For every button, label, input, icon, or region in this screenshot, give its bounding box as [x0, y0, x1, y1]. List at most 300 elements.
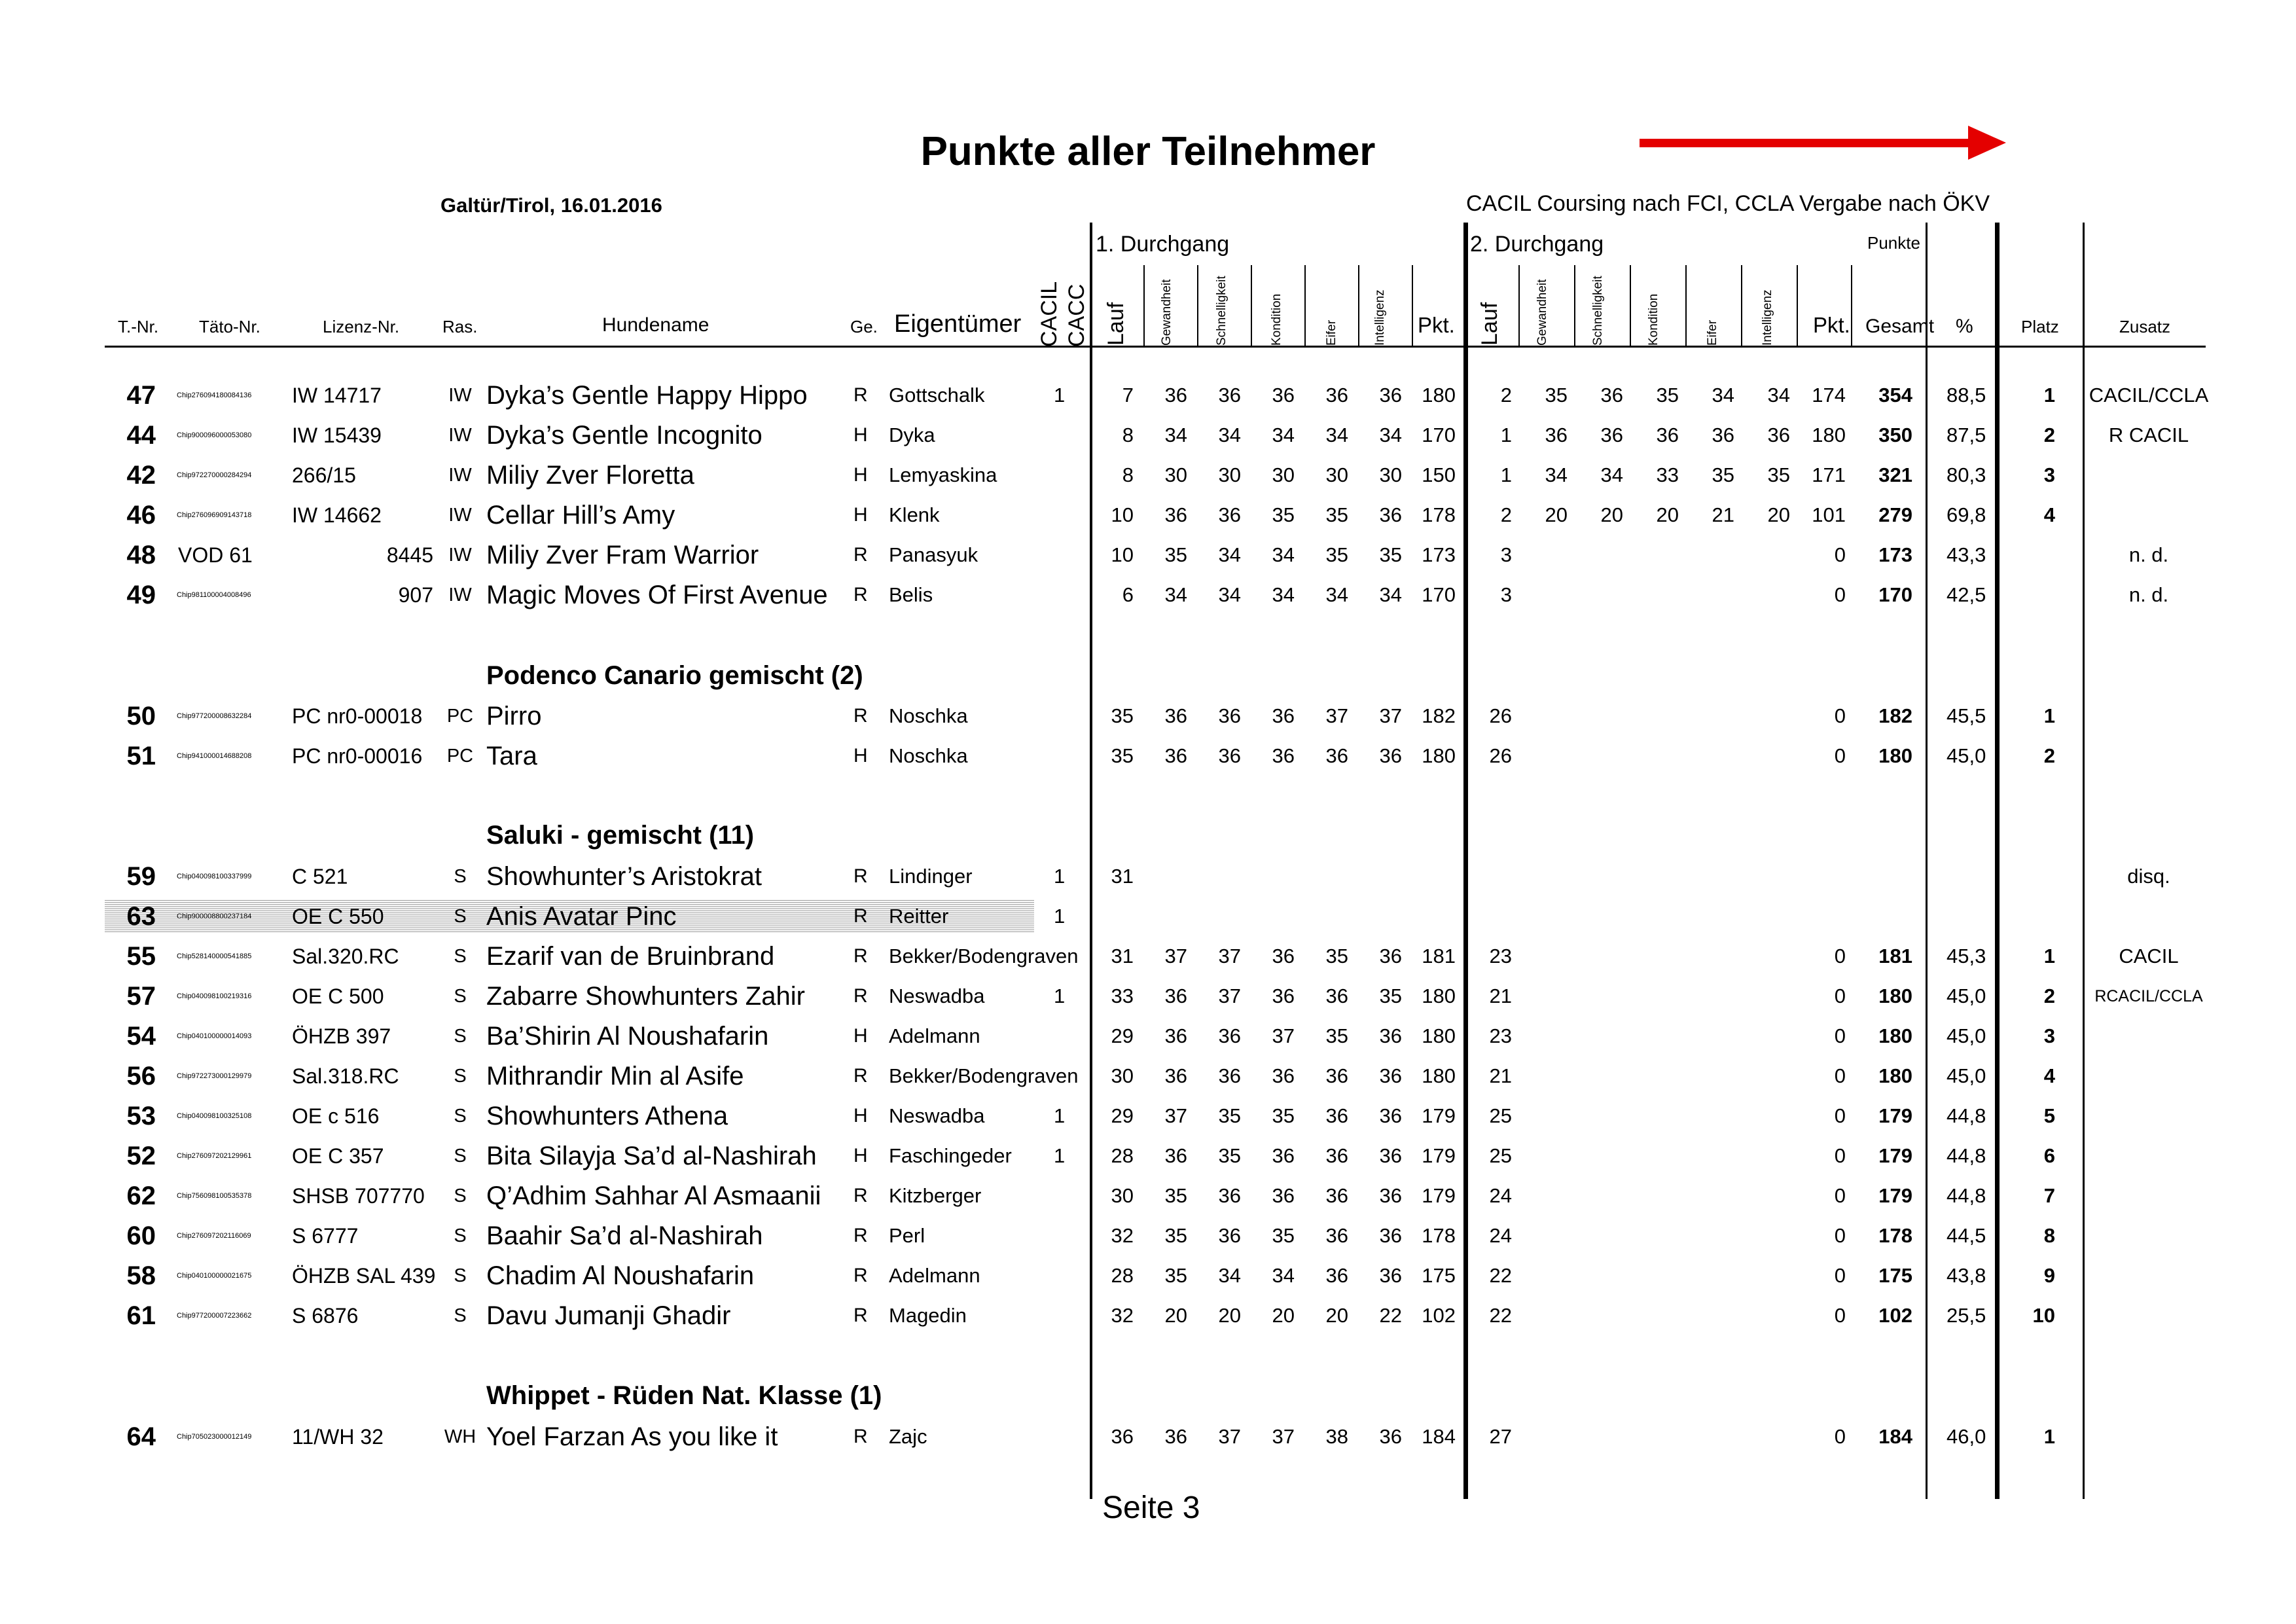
run2-pkt: 0	[1834, 1024, 1846, 1047]
breed-code: S	[454, 1026, 467, 1047]
run1-kondition	[1255, 857, 1295, 896]
run1-eifer: 35	[1325, 945, 1348, 967]
run1-gewandheit: 36	[1164, 503, 1187, 526]
sub-separator	[1251, 265, 1252, 347]
run2-eifer	[1695, 1136, 1734, 1176]
percent: 44,8	[1946, 1144, 1986, 1167]
run2-gewandheit	[1528, 857, 1568, 896]
percent: 45,0	[1946, 984, 1986, 1007]
taeto-header: Täto-Nr.	[199, 317, 260, 336]
run1-schnelligkeit: 36	[1218, 704, 1241, 727]
sex: H	[853, 1025, 868, 1047]
dog-name: Q’Adhim Sahhar Al Asmaanii	[486, 1182, 821, 1210]
run2-schnelligkeit	[1584, 897, 1623, 936]
owner: Adelmann	[889, 1024, 980, 1047]
total-points: 180	[1878, 1064, 1912, 1087]
start-number: 55	[126, 942, 156, 971]
award	[2080, 736, 2217, 776]
run2-pkt: 0	[1834, 1144, 1846, 1167]
run1-eifer-header: Eifer	[1325, 319, 1338, 346]
breed-code: S	[454, 1305, 467, 1326]
run2-gewandheit	[1528, 1176, 1568, 1216]
run1-kondition: 35	[1272, 503, 1295, 526]
run2-gewandheit: 34	[1545, 463, 1568, 486]
chip-number: Chip040098100325108	[177, 1112, 252, 1120]
run2-intelligenz: 20	[1767, 503, 1790, 526]
breed-code: WH	[444, 1426, 476, 1447]
sub-separator	[1143, 265, 1145, 347]
sex: H	[853, 745, 868, 767]
award	[2080, 456, 2217, 495]
pct-header: %	[1956, 316, 1973, 337]
run2-lauf-header: Lauf	[1477, 302, 1502, 346]
run2-gewandheit	[1528, 897, 1568, 936]
start-number: 62	[126, 1182, 156, 1210]
award	[2080, 897, 2217, 936]
start-number: 64	[126, 1422, 156, 1451]
dog-name: Showhunters Athena	[486, 1102, 728, 1130]
run1-pkt: 180	[1422, 1064, 1456, 1087]
dog-name: Bita Silayja Sa’d al-Nashirah	[486, 1142, 817, 1170]
run2-pkt	[1806, 897, 1846, 936]
license-number: PC nr0-00018	[292, 704, 423, 728]
run1-intelligenz	[1363, 897, 1402, 936]
start-number: 61	[126, 1301, 156, 1330]
chip-number: Chip276094180084136	[177, 391, 252, 399]
total-points: 179	[1878, 1104, 1912, 1127]
run1-schnelligkeit: 36	[1218, 1224, 1241, 1247]
license-number: Sal.320.RC	[292, 945, 399, 968]
run2-kondition-header: Kondition	[1647, 293, 1660, 346]
run2-kondition	[1640, 1096, 1679, 1136]
run2-intelligenz-header: Intelligenz	[1761, 289, 1774, 346]
total-points: 181	[1878, 945, 1912, 967]
run1-eifer: 36	[1325, 984, 1348, 1007]
competition-subtitle: CACIL Coursing nach FCI, CCLA Vergabe nach ÖKV	[1466, 191, 1990, 216]
run2-intelligenz	[1751, 736, 1790, 776]
run2-pkt: 0	[1834, 1425, 1846, 1448]
dog-name: Showhunter’s Aristokrat	[486, 862, 762, 891]
run1-pkt: 181	[1422, 945, 1456, 967]
award	[2080, 1417, 2217, 1456]
table-row	[0, 937, 2296, 976]
dog-name: Cellar Hill’s Amy	[486, 501, 675, 530]
run1-schnelligkeit: 36	[1218, 1064, 1241, 1087]
run2-intelligenz	[1751, 1096, 1790, 1136]
placement: 8	[2043, 1224, 2055, 1247]
run1-gewandheit: 36	[1164, 1425, 1187, 1448]
run2-intelligenz: 36	[1767, 424, 1790, 446]
tattoo-number: VOD 61	[178, 543, 253, 567]
run1-pkt	[1416, 897, 1456, 936]
header-underline	[105, 346, 2206, 348]
run2-pkt: 0	[1834, 583, 1846, 606]
table-row	[0, 1256, 2296, 1295]
owner: Panasyuk	[889, 543, 978, 566]
run2-gewandheit	[1528, 575, 1568, 615]
breed-code: S	[454, 1265, 467, 1286]
start-number: 60	[126, 1221, 156, 1250]
start-number: 56	[126, 1062, 156, 1091]
run2-kondition	[1640, 1017, 1679, 1056]
percent: 45,0	[1946, 1064, 1986, 1087]
run1-lauf: 32	[1111, 1304, 1134, 1327]
run2-pkt: 180	[1812, 424, 1846, 446]
run2-pkt	[1806, 857, 1846, 896]
owner: Neswadba	[889, 1104, 985, 1127]
run1-eifer: 36	[1325, 384, 1348, 406]
total-points: 179	[1878, 1144, 1912, 1167]
run1-gewandheit: 35	[1164, 543, 1187, 566]
run1-intelligenz	[1363, 857, 1402, 896]
run2-eifer: 36	[1712, 424, 1734, 446]
start-number: 51	[126, 742, 156, 770]
run2-pkt-header: Pkt.	[1813, 313, 1850, 337]
placement: 5	[2043, 1104, 2055, 1127]
table-row	[0, 1417, 2296, 1456]
red-arrow-icon	[1640, 123, 2006, 162]
run2-kondition: 33	[1656, 463, 1679, 486]
chip-number: Chip276096909143718	[177, 511, 252, 519]
license-number: OE c 516	[292, 1104, 380, 1128]
sub-separator	[1630, 265, 1631, 347]
run2-intelligenz	[1751, 1176, 1790, 1216]
run2-schnelligkeit	[1584, 575, 1623, 615]
award	[2080, 696, 2217, 736]
run2-kondition	[1640, 1417, 1679, 1456]
percent: 44,8	[1946, 1184, 1986, 1207]
run2-pkt: 0	[1834, 1224, 1846, 1247]
run1-intelligenz: 36	[1379, 1104, 1402, 1127]
run1-gewandheit: 30	[1164, 463, 1187, 486]
run2-pkt: 0	[1834, 945, 1846, 967]
run2-eifer-header: Eifer	[1706, 319, 1719, 346]
start-number: 49	[126, 581, 156, 609]
breed-code: S	[454, 866, 467, 887]
dog-name: Ezarif van de Bruinbrand	[486, 942, 775, 971]
cacil-flag: 1	[1054, 1104, 1066, 1127]
run2-gewandheit	[1528, 696, 1568, 736]
table-row	[0, 1296, 2296, 1335]
placement	[2016, 535, 2055, 575]
sex: R	[853, 1185, 868, 1206]
cacil-flag: 1	[1054, 905, 1066, 928]
run1-eifer: 36	[1325, 744, 1348, 767]
run2-lauf: 23	[1489, 945, 1512, 967]
run1-pkt: 178	[1422, 1224, 1456, 1247]
table-row	[0, 1176, 2296, 1216]
table-row	[0, 456, 2296, 495]
sex: R	[853, 1426, 868, 1447]
award	[2080, 1176, 2217, 1216]
dog-name: Davu Jumanji Ghadir	[486, 1301, 731, 1330]
run1-gewandheit: 36	[1164, 1064, 1187, 1087]
run2-schnelligkeit	[1584, 937, 1623, 976]
run1-pkt: 150	[1422, 463, 1456, 486]
tnr-header: T.-Nr.	[118, 317, 159, 336]
sex: R	[853, 985, 868, 1007]
total-points: 180	[1878, 744, 1912, 767]
run2-intelligenz	[1751, 1417, 1790, 1456]
dog-name: Magic Moves Of First Avenue	[486, 581, 828, 609]
sex: R	[853, 1265, 868, 1286]
page-title: Punkte aller Teilnehmer	[920, 129, 1376, 174]
run1-schnelligkeit: 35	[1218, 1104, 1241, 1127]
run1-gewandheit: 37	[1164, 945, 1187, 967]
award	[2080, 496, 2217, 535]
run1-schnelligkeit: 36	[1218, 744, 1241, 767]
run1-gewandheit: 37	[1164, 1104, 1187, 1127]
percent: 45,0	[1946, 744, 1986, 767]
table-row	[0, 496, 2296, 535]
run1-gewandheit: 36	[1164, 1024, 1187, 1047]
percent: 69,8	[1946, 503, 1986, 526]
run2-gewandheit	[1528, 1096, 1568, 1136]
run1-schnelligkeit: 34	[1218, 1264, 1241, 1287]
chip-number: Chip972273000129979	[177, 1072, 252, 1080]
run1-lauf: 31	[1111, 945, 1134, 967]
run1-kondition: 36	[1272, 704, 1295, 727]
placement: 1	[2043, 1425, 2055, 1448]
run1-gewandheit: 20	[1164, 1304, 1187, 1327]
run2-eifer	[1695, 857, 1734, 896]
breed-code: S	[454, 1066, 467, 1087]
run2-lauf: 25	[1489, 1144, 1512, 1167]
percent: 45,3	[1946, 945, 1986, 967]
run2-lauf: 1	[1500, 463, 1512, 486]
license-number: Sal.318.RC	[292, 1064, 399, 1088]
breed-code: IW	[448, 545, 472, 566]
run1-schnelligkeit: 36	[1218, 1024, 1241, 1047]
run1-eifer: 34	[1325, 424, 1348, 446]
run1-lauf: 29	[1111, 1024, 1134, 1047]
run2-kondition: 20	[1656, 503, 1679, 526]
run2-schnelligkeit	[1584, 1296, 1623, 1335]
run2-gewandheit	[1528, 977, 1568, 1016]
percent: 80,3	[1946, 463, 1986, 486]
run1-eifer: 36	[1325, 1144, 1348, 1167]
percent: 46,0	[1946, 1425, 1986, 1448]
run1-eifer: 30	[1325, 463, 1348, 486]
run2-schnelligkeit: 36	[1600, 384, 1623, 406]
run1-gewandheit-header: Gewandheit	[1160, 279, 1174, 346]
run1-schnelligkeit: 37	[1218, 1425, 1241, 1448]
run1-lauf: 30	[1111, 1184, 1134, 1207]
run1-lauf-header: Lauf	[1103, 302, 1128, 346]
total-points: 180	[1878, 1024, 1912, 1047]
run1-kondition: 20	[1272, 1304, 1295, 1327]
run2-gewandheit	[1528, 1216, 1568, 1255]
run2-gewandheit: 20	[1545, 503, 1568, 526]
run1-lauf: 10	[1111, 503, 1134, 526]
run2-intelligenz	[1751, 535, 1790, 575]
license-number: 8445	[386, 543, 433, 567]
run2-intelligenz	[1751, 937, 1790, 976]
run2-eifer	[1695, 1256, 1734, 1295]
eigentuemer-header: Eigentümer	[894, 310, 1022, 338]
dog-name: Miliy Zver Floretta	[486, 461, 694, 490]
run2-gewandheit	[1528, 535, 1568, 575]
placement: 4	[2043, 1064, 2055, 1087]
run2-gewandheit	[1528, 1056, 1568, 1096]
breed-code: S	[454, 986, 467, 1007]
award: RCACIL/CCLA	[2094, 987, 2203, 1005]
owner: Bekker/Bodengraven	[889, 1064, 1079, 1087]
placement: 2	[2043, 424, 2055, 446]
breed-code: PC	[446, 706, 474, 727]
cacil-header: CACIL	[1037, 281, 1062, 347]
run2-pkt: 101	[1812, 503, 1846, 526]
run2-lauf: 24	[1489, 1224, 1512, 1247]
run2-intelligenz	[1751, 575, 1790, 615]
run2-gewandheit: 35	[1545, 384, 1568, 406]
dog-name: Dyka’s Gentle Incognito	[486, 421, 762, 450]
run1-lauf: 32	[1111, 1224, 1134, 1247]
run1-schnelligkeit-header: Schnelligkeit	[1215, 276, 1229, 346]
owner: Noschka	[889, 704, 968, 727]
cacil-flag: 1	[1054, 865, 1066, 888]
run1-kondition: 36	[1272, 984, 1295, 1007]
run1-kondition: 34	[1272, 1264, 1295, 1287]
start-number: 54	[126, 1022, 156, 1051]
chip-number: Chip040098100219316	[177, 992, 252, 1000]
breed-code: S	[454, 1225, 467, 1246]
run2-kondition	[1640, 857, 1679, 896]
table-row	[0, 416, 2296, 455]
run1-intelligenz: 22	[1379, 1304, 1402, 1327]
run1-intelligenz: 36	[1379, 1224, 1402, 1247]
run1-pkt: 173	[1422, 543, 1456, 566]
chip-number: Chip900096000053080	[177, 431, 252, 439]
total-points: 175	[1878, 1264, 1912, 1287]
run1-pkt: 180	[1422, 384, 1456, 406]
run1-intelligenz: 36	[1379, 503, 1402, 526]
run2-gewandheit	[1528, 1296, 1568, 1335]
owner: Neswadba	[889, 984, 985, 1007]
run1-intelligenz: 30	[1379, 463, 1402, 486]
run1-kondition: 36	[1272, 1184, 1295, 1207]
percent: 88,5	[1946, 384, 1986, 406]
breed-code: IW	[448, 465, 472, 486]
run2-lauf	[1473, 857, 1512, 896]
run2-intelligenz	[1751, 1017, 1790, 1056]
run1-pkt: 184	[1422, 1425, 1456, 1448]
start-number: 47	[126, 381, 156, 410]
run2-lauf: 3	[1500, 583, 1512, 606]
license-number: OE C 357	[292, 1144, 384, 1168]
breed-code: S	[454, 946, 467, 967]
run1-intelligenz: 36	[1379, 1264, 1402, 1287]
run2-lauf: 26	[1489, 744, 1512, 767]
chip-number: Chip528140000541885	[177, 952, 252, 960]
run1-intelligenz: 36	[1379, 744, 1402, 767]
rasse-header: Ras.	[442, 317, 478, 336]
venue-date: Galtür/Tirol, 16.01.2016	[440, 194, 662, 217]
run2-eifer	[1695, 1216, 1734, 1255]
dog-name: Pirro	[486, 702, 542, 731]
run1-gewandheit: 35	[1164, 1224, 1187, 1247]
award: CACIL	[2119, 945, 2179, 967]
run1-lauf: 8	[1122, 463, 1134, 486]
sub-separator	[1851, 265, 1852, 347]
owner: Reitter	[889, 905, 949, 928]
chip-number: Chip977200007223662	[177, 1312, 252, 1320]
award	[2080, 1017, 2217, 1056]
run1-schnelligkeit: 34	[1218, 543, 1241, 566]
dog-name: Chadim Al Noushafarin	[486, 1261, 755, 1290]
run1-pkt: 175	[1422, 1264, 1456, 1287]
run1-intelligenz: 36	[1379, 1184, 1402, 1207]
run2-eifer	[1695, 535, 1734, 575]
license-number: SHSB 707770	[292, 1184, 425, 1208]
total-points: 350	[1878, 424, 1912, 446]
run1-intelligenz: 35	[1379, 984, 1402, 1007]
owner: Bekker/Bodengraven	[889, 945, 1079, 967]
run1-eifer: 36	[1325, 1104, 1348, 1127]
placement	[2016, 857, 2055, 896]
sub-separator	[1797, 265, 1798, 347]
dog-name: Miliy Zver Fram Warrior	[486, 541, 759, 569]
run2-lauf: 3	[1500, 543, 1512, 566]
owner: Faschingeder	[889, 1144, 1012, 1167]
placement: 9	[2043, 1264, 2055, 1287]
dog-name: Anis Avatar Pinc	[486, 902, 677, 931]
run2-lauf: 21	[1489, 984, 1512, 1007]
sex: R	[853, 705, 868, 727]
table-row	[0, 535, 2296, 575]
total-points: 321	[1878, 463, 1912, 486]
owner: Lemyaskina	[889, 463, 997, 486]
sub-separator	[1518, 265, 1520, 347]
owner: Dyka	[889, 424, 935, 446]
run2-schnelligkeit: 20	[1600, 503, 1623, 526]
chip-number: Chip756098100535378	[177, 1192, 252, 1200]
run2-kondition	[1640, 1216, 1679, 1255]
owner: Gottschalk	[889, 384, 985, 406]
chip-number: Chip040100000014093	[177, 1032, 252, 1040]
award: n. d.	[2128, 543, 2169, 566]
run1-intelligenz: 36	[1379, 1064, 1402, 1087]
run1-eifer: 36	[1325, 1184, 1348, 1207]
run1-lauf: 10	[1111, 543, 1134, 566]
license-number: ÖHZB SAL 439	[292, 1264, 436, 1288]
run1-lauf: 28	[1111, 1264, 1134, 1287]
run2-pkt: 0	[1834, 543, 1846, 566]
total-points	[1873, 897, 1912, 936]
run2-kondition	[1640, 575, 1679, 615]
run1-gewandheit: 36	[1164, 704, 1187, 727]
run1-intelligenz: 37	[1379, 704, 1402, 727]
cacil-flag: 1	[1054, 384, 1066, 406]
percent: 25,5	[1946, 1304, 1986, 1327]
run1-pkt: 102	[1422, 1304, 1456, 1327]
run2-kondition	[1640, 1176, 1679, 1216]
page-number: Seite 3	[1102, 1490, 1200, 1525]
start-number: 44	[126, 421, 156, 450]
run2-gewandheit-header: Gewandheit	[1535, 279, 1549, 346]
run2-intelligenz	[1751, 897, 1790, 936]
sex: R	[853, 1305, 868, 1326]
dog-name: Mithrandir Min al Asife	[486, 1062, 744, 1091]
sex: R	[853, 584, 868, 605]
run1-lauf: 29	[1111, 1104, 1134, 1127]
table-row	[0, 1216, 2296, 1255]
owner: Klenk	[889, 503, 940, 526]
sub-separator	[1574, 265, 1575, 347]
license-number: 266/15	[292, 463, 356, 487]
run1-schnelligkeit: 20	[1218, 1304, 1241, 1327]
run2-eifer	[1695, 1417, 1734, 1456]
